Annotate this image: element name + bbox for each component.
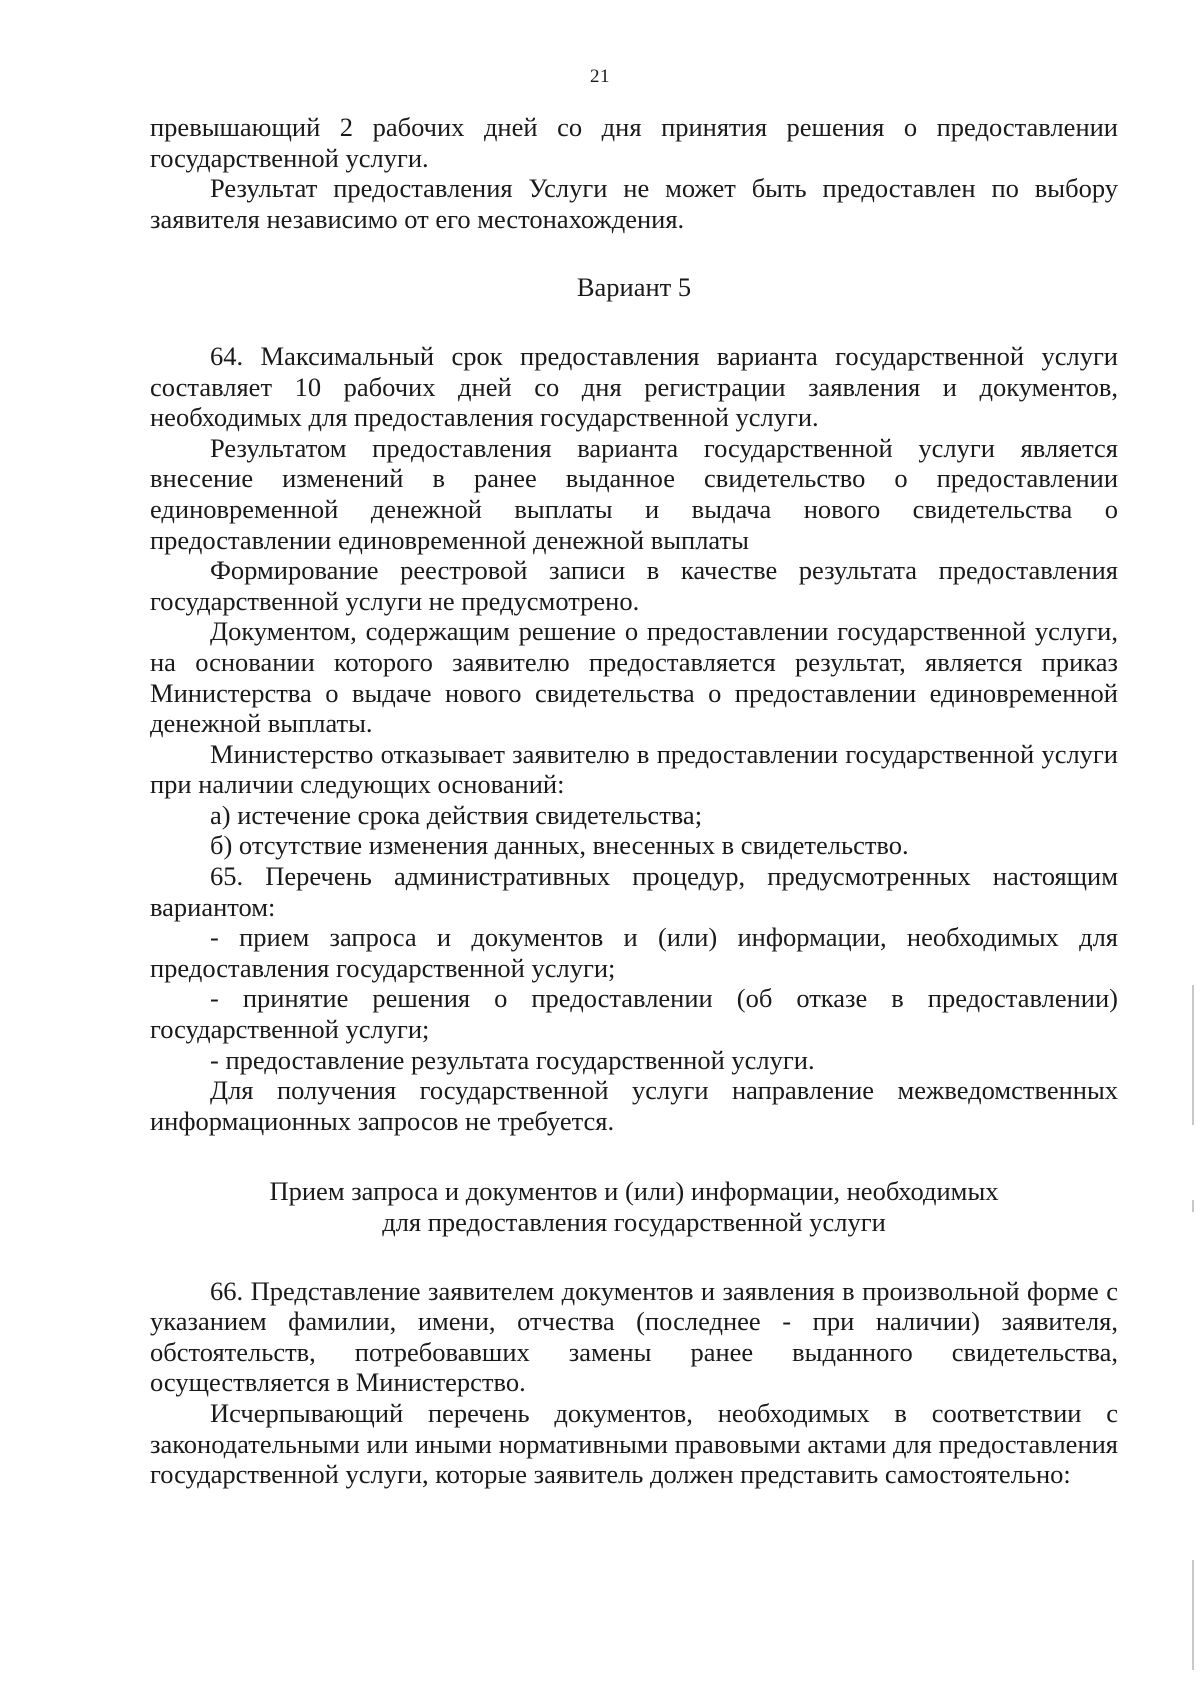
list-item-procedure-2: - принятие решения о предоставлении (об отказе в предоставлении) государственной услуги; <box>150 983 1118 1045</box>
paragraph-continuation: превышающий 2 рабочих дней со дня принятия решения о предоставлении государственной услуги. <box>150 112 1118 173</box>
list-item-b: б) отсутствие изменения данных, внесенных в свидетельство. <box>210 830 909 861</box>
section-heading <box>150 1176 1118 1237</box>
paragraph-interagency-requests: Для получения государственной услуги направление межведомственных информационных запросов не требуется. <box>150 1075 1118 1136</box>
document-body <box>150 112 1118 1490</box>
heading-variant-5: Вариант 5 <box>576 272 692 303</box>
paragraph-decision-document: Документом, содержащим решение о предоставлении государственной услуги, на основании которого заявителю предоставляется результат, является приказ Министерства о выдаче нового свидетельства о предоставлении единовременной денежной выплаты. <box>150 616 1118 739</box>
section-heading-line-2: для предоставления государственной услуги <box>382 1207 886 1237</box>
scan-edge-mark <box>1192 985 1194 1125</box>
paragraph-64: 64. Максимальный срок предоставления варианта государственной услуги составляет 10 рабочих дней со дня регистрации заявления и документов, необходимых для предоставления государственной услуги. <box>150 340 1118 433</box>
paragraph-result-delivery: Результат предоставления Услуги не может быть предоставлен по выбору заявителя независимо от его местонахождения. <box>150 173 1118 234</box>
paragraph-refusal-grounds: Министерство отказывает заявителю в предоставлении государственной услуги при наличии следующих оснований: <box>150 738 1118 800</box>
scan-edge-mark <box>1192 1200 1194 1212</box>
paragraph-result-of-variant: Результатом предоставления варианта государственной услуги является внесение изменений в ранее выданное свидетельство о предоставлении единовременной денежной выплаты и выдача нового свидетельства о предоставлении единовременной денежной выплаты <box>150 432 1118 555</box>
page-number: 21 <box>590 66 610 87</box>
scan-edge-mark <box>1192 1560 1194 1670</box>
list-item-procedure-1: - прием запроса и документов и (или) информации, необходимых для предоставления государственной услуги; <box>150 922 1118 983</box>
paragraph-exhaustive-list: Исчерпывающий перечень документов, необходимых в соответствии с законодательными или иными нормативными правовыми актами для предоставления государственной услуги, которые заявитель должен представить самостоятельно: <box>150 1397 1118 1490</box>
paragraph-66: 66. Представление заявителем документов и заявления в произвольной форме с указанием фамилии, имени, отчества (последнее - при наличии) заявителя, обстоятельств, потребовавших замены ранее выданного свидетельства, осуществляется в Министерство. <box>150 1275 1118 1398</box>
paragraph-65: 65. Перечень административных процедур, предусмотренных настоящим вариантом: <box>150 861 1118 922</box>
section-heading-line-1: Прием запроса и документов и (или) информации, необходимых <box>269 1176 999 1207</box>
list-item-a: а) истечение срока действия свидетельства; <box>210 799 703 830</box>
paragraph-registry-record: Формирование реестровой записи в качестве результата предоставления государственной услуги не предусмотрено. <box>150 555 1118 616</box>
list-item-procedure-3: - предоставление результата государственной услуги. <box>210 1044 815 1075</box>
